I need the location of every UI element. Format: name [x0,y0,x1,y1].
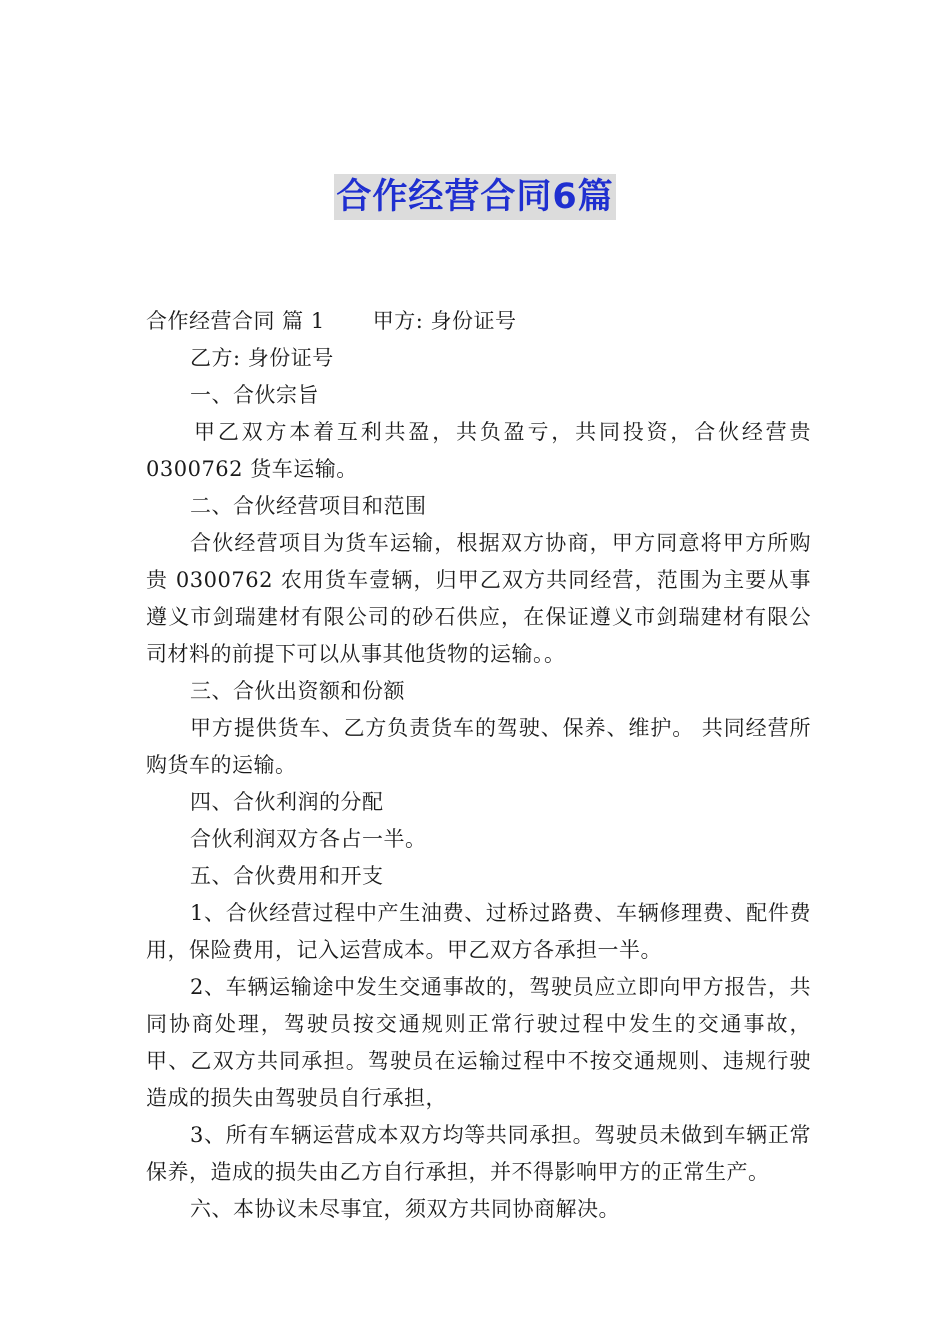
heading-purpose: 一、合伙宗旨 [190,383,319,407]
heading-profit: 四、合伙利润的分配 [190,790,384,814]
paragraph-contribution: 甲方提供货车、乙方负责货车的驾驶、保养、维护。 共同经营所购货车的运输。 [146,716,811,777]
section-heading: 合作经营合同 篇 1 [146,309,325,333]
heading-expenses: 五、合伙费用和开支 [190,864,384,888]
paragraph-profit: 合伙利润双方各占一半。 [190,827,427,851]
paragraph-expense-3: 3、所有车辆运营成本双方均等共同承担。驾驶员未做到车辆正常保养，造成的损失由乙方自行承担，并不得影响甲方的正常生产。 [146,1123,811,1184]
paragraph-purpose: 甲乙双方本着互利共盈，共负盈亏，共同投资，合伙经营贵0300762 货车运输。 [146,420,811,481]
paragraph-expense-1: 1、合伙经营过程中产生油费、过桥过路费、车辆修理费、配件费用，保险费用，记入运营成本。甲乙双方各承担一半。 [146,901,811,962]
document-title: 合作经营合同6篇 [334,174,615,220]
party-a-line: 甲方: 身份证号 [372,309,517,333]
document-body [146,303,811,1228]
heading-contribution: 三、合伙出资额和份额 [190,679,405,703]
paragraph-party-b: 乙方: 身份证号 [190,346,334,370]
first-line [146,303,811,340]
paragraph-clause-6: 六、本协议未尽事宜，须双方共同协商解决。 [190,1197,620,1221]
title-container [0,174,950,220]
paragraph-scope: 合伙经营项目为货车运输，根据双方协商，甲方同意将甲方所购贵 0300762 农用货车壹辆，归甲乙双方共同经营，范围为主要从事遵义市剑瑞建材有限公司的砂石供应，在保证遵义市剑瑞建材有限公司材料的前提下可以从事其他货物的运输。。 [146,531,811,666]
paragraph-expense-2: 2、车辆运输途中发生交通事故的，驾驶员应立即向甲方报告，共同协商处理，驾驶员按交通规则正常行驶过程中发生的交通事故，甲、乙双方共同承担。驾驶员在运输过程中不按交通规则、违规行驶造成的损失由驾驶员自行承担， [146,975,811,1110]
heading-scope: 二、合伙经营项目和范围 [190,494,427,518]
